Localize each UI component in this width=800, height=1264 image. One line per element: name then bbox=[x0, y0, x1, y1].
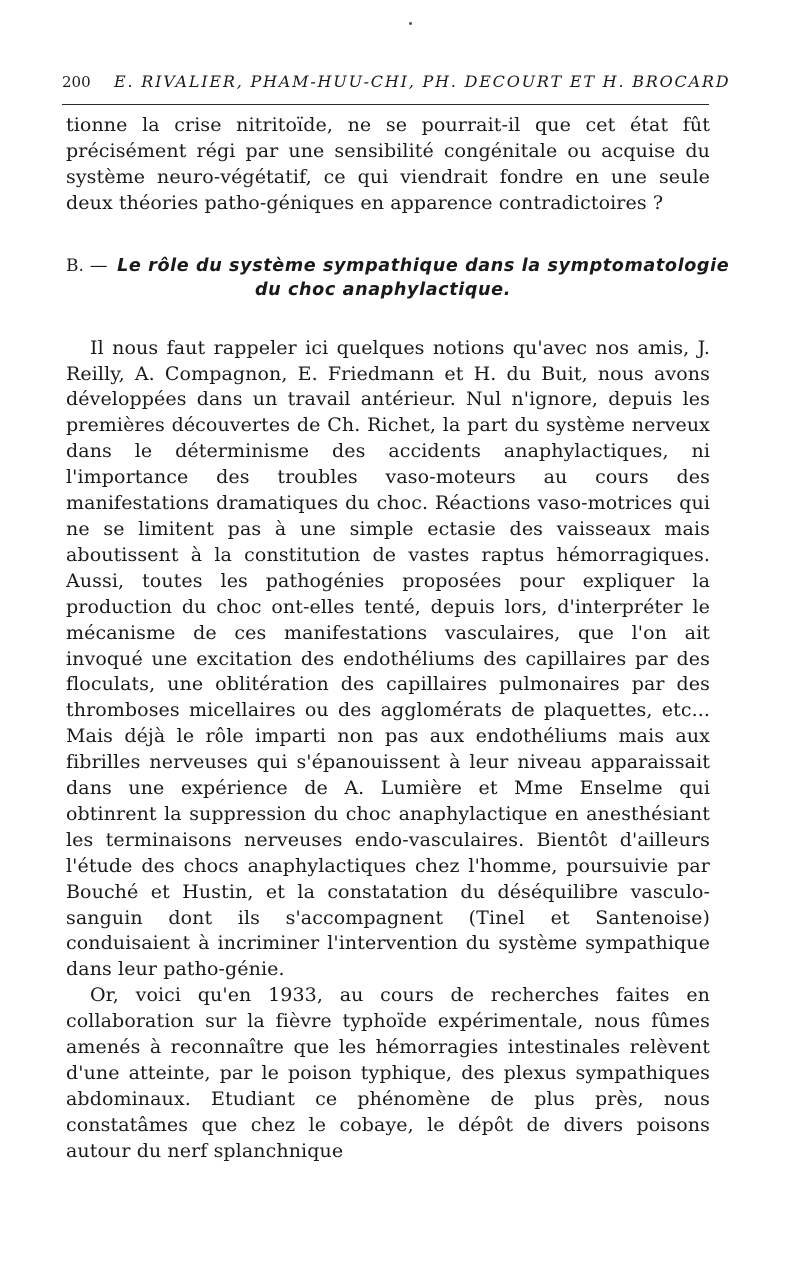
print-mark bbox=[409, 22, 412, 25]
section-title-line-2: du choc anaphylactique. bbox=[254, 279, 511, 300]
section-title-line-1: Le rôle du système sympathique dans la symptomatologie bbox=[117, 255, 730, 276]
running-head bbox=[62, 70, 731, 94]
section-heading-line-1 bbox=[66, 254, 730, 278]
paragraph-1: Il nous faut rappeler ici quelques notions qu'avec nos amis, J. Reilly, A. Compagnon, E. Friedmann et H. du Buit, nous avons développées dans un travail antérieur. Nul n'ignore, depuis les premières découvertes de Ch. Richet, la part du système nerveux dans le déterminisme des accidents anaphylactiques, ni l'importance des troubles vaso-moteurs au cours des manifestations dramatiques du choc. Réactions vaso-motrices qui ne se limitent pas à une simple ectasie des vaisseaux mais aboutissent à la constitution de vastes raptus hémorragiques. Aussi, toutes les pathogénies proposées pour expliquer la production du choc ont-elles tenté, depuis lors, d'interpréter le mécanisme de ces manifestations vasculaires, que l'on ait invoqué une excitation des endothéliums des capillaires par des floculats, une oblitération des capillaires pulmonaires par des thromboses micellaires ou des agglomérats de plaquettes, etc... Mais déjà le rôle imparti non pas aux endothéliums mais aux fibrilles nerveuses qui s'épanouissent à leur niveau apparaissait dans une expérience de A. Lumière et Mme Enselme qui obtinrent la suppression du choc anaphylactique en anesthésiant les terminaisons nerveuses endo-vasculaires. Bientôt d'ailleurs l'étude des chocs anaphylactiques chez l'homme, poursuivie par Bouché et Hustin, et la constatation du déséquilibre vasculo-sanguin dont ils s'accompagnent (Tinel et Santenoise) conduisaient à incriminer l'intervention du système sympathique dans leur patho-génie. bbox=[66, 336, 710, 981]
header-rule bbox=[62, 104, 709, 105]
section-label: B. bbox=[66, 255, 84, 276]
page-number: 200 bbox=[62, 73, 91, 91]
section-heading bbox=[66, 254, 730, 302]
paragraph-2: Or, voici qu'en 1933, au cours de recherches faites en collaboration sur la fièvre typhoïde expérimentale, nous fûmes amenés à reconnaître que les hémorragies intestinales relèvent d'une atteinte, par le poison typhique, des plexus sympathiques abdominaux. Etudiant ce phénomène de plus près, nous constatâmes que chez le cobaye, le dépôt de divers poisons autour du nerf splanchnique bbox=[66, 984, 710, 1162]
opening-paragraph: tionne la crise nitritoïde, ne se pourrait-il que cet état fût précisément régi par une sensibilité congénitale ou acquise du système neuro-végétatif, ce qui viendrait fondre en une seule deux théories patho-géniques en apparence contradictoires ? bbox=[66, 114, 710, 214]
running-title: E. RIVALIER, PHAM-HUU-CHI, PH. DECOURT ET H. BROCARD bbox=[114, 72, 731, 91]
body-text bbox=[66, 113, 730, 1165]
section-dash: — bbox=[89, 255, 108, 276]
